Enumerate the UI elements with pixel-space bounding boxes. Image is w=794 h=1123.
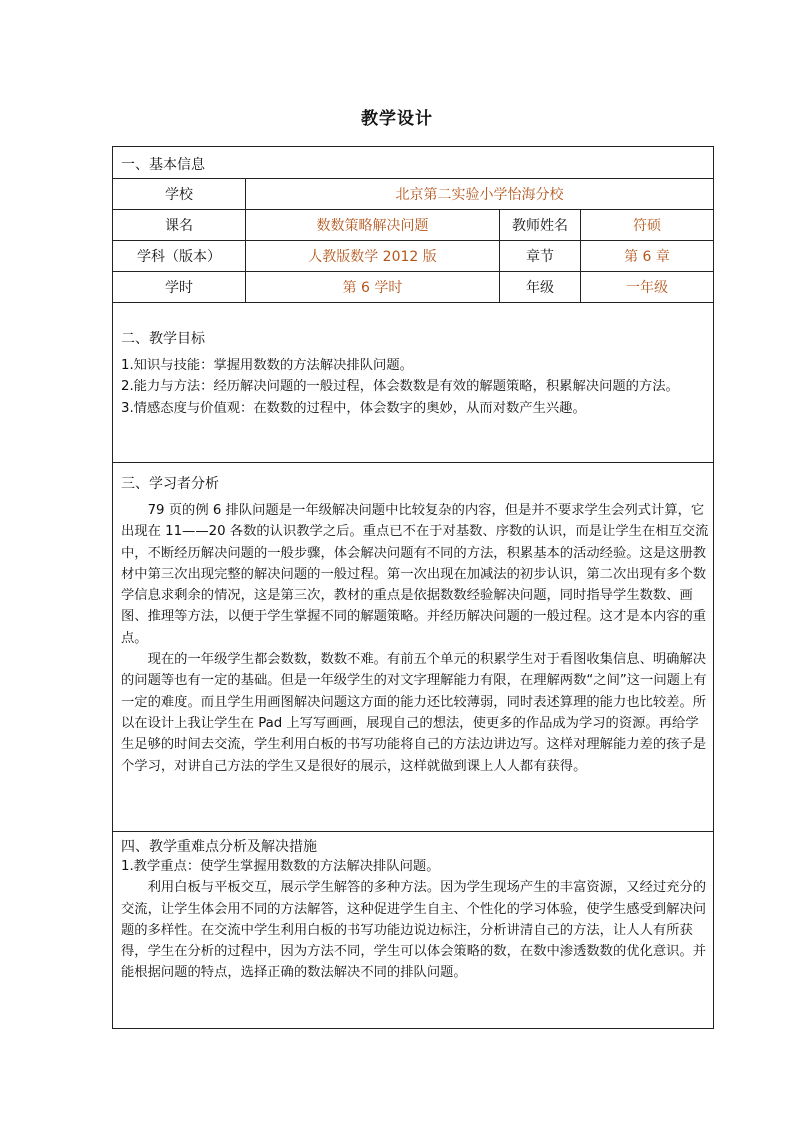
objectives-list (121, 355, 709, 419)
basic-info-heading: 一、基本信息 (121, 157, 205, 173)
lesson-design-table (112, 146, 714, 1029)
grade-label: 年级 (500, 272, 581, 302)
key-points-section (113, 832, 713, 1028)
subject-value: 人教版数学 2012 版 (246, 241, 500, 271)
learners-section (113, 463, 713, 832)
school-value: 北京第二实验小学怡海分校 (395, 187, 564, 203)
objectives-section (113, 303, 713, 463)
teacher-value: 符硕 (633, 218, 661, 234)
objective-item: 1.知识与技能：掌握用数数的方法解决排队问题。 (121, 358, 413, 373)
objective-item: 2.能力与方法：经历解决问题的一般过程，体会数数是有效的解题策略，积累解决问题的方法。 (121, 379, 679, 395)
period-label: 学时 (113, 272, 246, 302)
period-value: 第 6 学时 (246, 272, 500, 302)
chapter-value: 第 6 章 (624, 249, 670, 265)
key-point-1: 1.教学重点：使学生掌握用数数的方法解决排队问题。 (121, 859, 440, 874)
school-label: 学校 (113, 179, 246, 209)
learners-body (121, 500, 709, 777)
course-row (113, 210, 713, 241)
key-points-body (121, 856, 709, 984)
learners-paragraph: 现在的一年级学生都会数数，数数不难。有前五个单元的积累学生对于看图收集信息、明确解决的问题等也有一定的基础。但是一年级学生的对文字理解能力有限，在理解两数“之间”这一问题上有一定的难度。而且学生用画图解决问题这方面的能力还比较薄弱，同时表述算理的能力也比较差。所以在设计上我让学生在 Pad 上写写画画，展现自己的想法，使更多的作品成为学习的资源。再给学生足够的时间去交流，学生利用白板的书写功能将自己的方法边讲边写。这样对理解能力差的孩子是个学习，对讲自己方法的学生又是很好的展示，这样就做到课上人人都有获得。 (121, 652, 707, 774)
objectives-heading: 二、教学目标 (121, 331, 205, 347)
objective-item: 3.情感态度与价值观：在数数的过程中，体会数字的奥妙，从而对数产生兴趣。 (121, 400, 586, 416)
chapter-label: 章节 (500, 241, 581, 271)
grade-value: 一年级 (626, 280, 668, 296)
learners-paragraph: 79 页的例 6 排队问题是一年级解决问题中比较复杂的内容，但是并不要求学生会列式计算，它出现在 11——20 各数的认识教学之后。重点已不在于对基数、序数的认识，而是让学生在相互交流中，不断经历解决问题的一般步骤，体会解决问题有不同的方法，积累基本的活动经验。这是这册教材中第三次出现完整的解决问题的一般过程。第一次出现在加减法的初步认识，第二次出现有多个数学信息求剩余的情况，这是第三次，教材的重点是依据数数经验解决问题，同时指导学生数数、画图、推理等方法，以便于学生掌握不同的解题策略。并经历解决问题的一般过程。这才是本内容的重点。 (121, 503, 709, 646)
key-points-heading: 四、教学重难点分析及解决措施 (121, 839, 317, 855)
basic-info-header-row (113, 147, 713, 179)
course-value: 数数策略解决问题 (246, 210, 500, 240)
learners-heading: 三、学习者分析 (121, 476, 219, 492)
teacher-label: 教师姓名 (500, 210, 581, 240)
page-title: 教学设计 (361, 109, 433, 129)
subject-label: 学科（版本） (113, 241, 246, 271)
school-row (113, 179, 713, 210)
period-row (113, 272, 713, 303)
course-label: 课名 (113, 210, 246, 240)
key-points-paragraph: 利用白板与平板交互，展示学生解答的多种方法。因为学生现场产生的丰富资源，又经过充分的交流，让学生体会用不同的方法解答，这种促进学生自主、个性化的学习体验，使学生感受到解决问题的多样性。在交流中学生利用白板的书写功能边说边标注，分析讲清自己的方法，让人人有所获得，学生在分析的过程中，因为方法不同，学生可以体会策略的数，在数中渗透数数的优化意识。并能根据问题的特点，选择正确的数法解决不同的排队问题。 (121, 880, 707, 981)
subject-row (113, 241, 713, 272)
